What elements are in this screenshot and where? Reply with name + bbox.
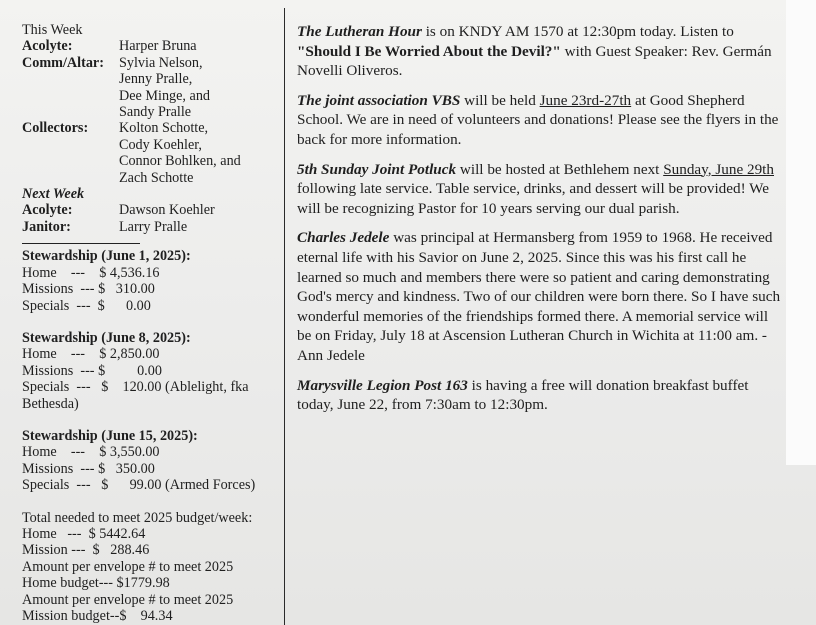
this-week-heading: This Week — [22, 22, 83, 38]
schedule-column — [22, 22, 282, 624]
announcement-title: Marysville Legion Post 163 — [297, 376, 468, 394]
duty-names — [119, 38, 282, 54]
page-edge — [786, 0, 816, 465]
announcement-text: is on KNDY AM 1570 at 12:30pm today. Listen to — [421, 23, 734, 40]
duty-name: Zach Schotte — [119, 169, 194, 186]
announcement-legion — [297, 376, 785, 415]
announcement-title: The Lutheran Hour — [297, 23, 422, 40]
announcement-title: Charles Jedele — [297, 229, 390, 247]
budget-summary — [22, 510, 282, 625]
stewardship-line: Missions --- $ 310.00 — [22, 281, 155, 298]
duty-name: Jenny Pralle, — [119, 71, 193, 88]
announcement-text: is having a free will donation breakfast buffet today, June 22, from 7:30am to 12:30pm. — [297, 376, 749, 414]
duty-label: Collectors: — [22, 120, 89, 137]
duty-label: Janitor: — [22, 218, 71, 235]
announcement-text: with Guest Speaker: Rev. Germán Novelli Oliveros. — [297, 42, 772, 80]
announcements-column — [297, 22, 785, 425]
stewardship-heading: Stewardship (June 15, 2025): — [22, 427, 198, 444]
stewardship-line: Home --- $ 2,850.00 — [22, 346, 160, 363]
program-title: "Should I Be Worried About the Devil?" — [297, 42, 561, 60]
duty-row — [22, 38, 282, 54]
duty-name: Larry Pralle — [119, 218, 188, 235]
vbs-dates: June 23rd-27th — [539, 91, 632, 109]
this-week-list — [22, 38, 282, 186]
column-divider — [284, 8, 285, 625]
announcement-vbs — [297, 91, 785, 150]
stewardship-block — [22, 428, 282, 494]
duty-name: Harper Bruna — [119, 38, 197, 55]
duty-names — [119, 219, 282, 235]
next-week-heading: Next Week — [22, 186, 85, 203]
announcement-text: at Good Shepherd School. We are in need of volunteers and donations! Please see the flyers in the back for more information. — [297, 91, 779, 148]
duty-name: Dee Minge, and — [119, 87, 211, 104]
stewardship-block — [22, 330, 282, 412]
duty-row — [22, 202, 282, 218]
section-rule — [22, 243, 140, 244]
duty-row — [22, 219, 282, 235]
duty-names — [119, 120, 282, 186]
stewardship-block — [22, 248, 282, 314]
announcement-jedele — [297, 228, 785, 365]
stewardship-line: Bethesda) — [22, 395, 79, 412]
budget-line: Total needed to meet 2025 budget/week: — [22, 509, 253, 526]
stewardship-line: Specials --- $ 99.00 (Armed Forces) — [22, 477, 256, 494]
announcement-title: The joint association VBS — [297, 91, 461, 109]
announcement-lutheran-hour — [297, 22, 785, 81]
duty-name: Sylvia Nelson, — [119, 54, 203, 71]
spacer — [22, 314, 282, 330]
duty-row — [22, 55, 282, 121]
duty-name: Cody Koehler, — [119, 136, 202, 153]
spacer — [22, 494, 282, 510]
stewardship-line: Specials --- $ 0.00 — [22, 297, 151, 314]
stewardship-line: Missions --- $ 0.00 — [22, 362, 162, 379]
budget-line: Mission --- $ 288.46 — [22, 542, 150, 559]
spacer — [22, 412, 282, 428]
next-week-list — [22, 202, 282, 235]
duty-row — [22, 120, 282, 186]
duty-label: Comm/Altar: — [22, 54, 104, 71]
stewardship-list — [22, 248, 282, 509]
budget-line: Amount per envelope # to meet 2025 — [22, 558, 234, 575]
potluck-date: Sunday, June 29th — [663, 160, 774, 178]
announcement-text: following late service. Table service, drinks, and dessert will be provided! We will be recognizing Pastor for 10 years serving our dual parish. — [297, 180, 770, 217]
duty-names — [119, 55, 282, 121]
stewardship-line: Home --- $ 3,550.00 — [22, 444, 160, 461]
stewardship-line: Home --- $ 4,536.16 — [22, 264, 160, 281]
duty-name: Sandy Pralle — [119, 104, 192, 121]
stewardship-line: Specials --- $ 120.00 (Ablelight, fka — [22, 379, 249, 396]
budget-line: Home --- $ 5442.64 — [22, 525, 146, 542]
duty-name: Dawson Koehler — [119, 202, 215, 219]
budget-line: Home budget--- $1779.98 — [22, 575, 170, 592]
duty-name: Kolton Schotte, — [119, 120, 209, 137]
duty-names — [119, 202, 282, 218]
announcement-text: was principal at Hermansberg from 1959 to 1968. He received eternal life with his Savior on June 2, 2025. Since this was his first call he learned so much and members there were so patient and caring demonstrating God's mercy and kindness. Two of our children were born there. So I have such wonderful memories of the friendships formed there. A memorial service will be on Friday, July 18 at Ascension Lutheran Church in Wichita at 11:00 am. - Ann Jedele — [297, 229, 781, 364]
duty-label: Acolyte: — [22, 202, 73, 219]
duty-label: Acolyte: — [22, 38, 73, 55]
announcement-text: will be hosted at Bethlehem next — [456, 160, 664, 178]
duty-name: Connor Bohlken, and — [119, 153, 241, 170]
announcement-text: will be held — [460, 91, 540, 109]
stewardship-line: Missions --- $ 350.00 — [22, 460, 155, 477]
budget-line: Mission budget--$ 94.34 — [22, 608, 173, 624]
stewardship-heading: Stewardship (June 1, 2025): — [22, 248, 191, 265]
announcement-title: 5th Sunday Joint Potluck — [297, 160, 457, 178]
budget-line: Amount per envelope # to meet 2025 — [22, 591, 234, 608]
stewardship-heading: Stewardship (June 8, 2025): — [22, 329, 191, 346]
announcement-potluck — [297, 160, 785, 219]
